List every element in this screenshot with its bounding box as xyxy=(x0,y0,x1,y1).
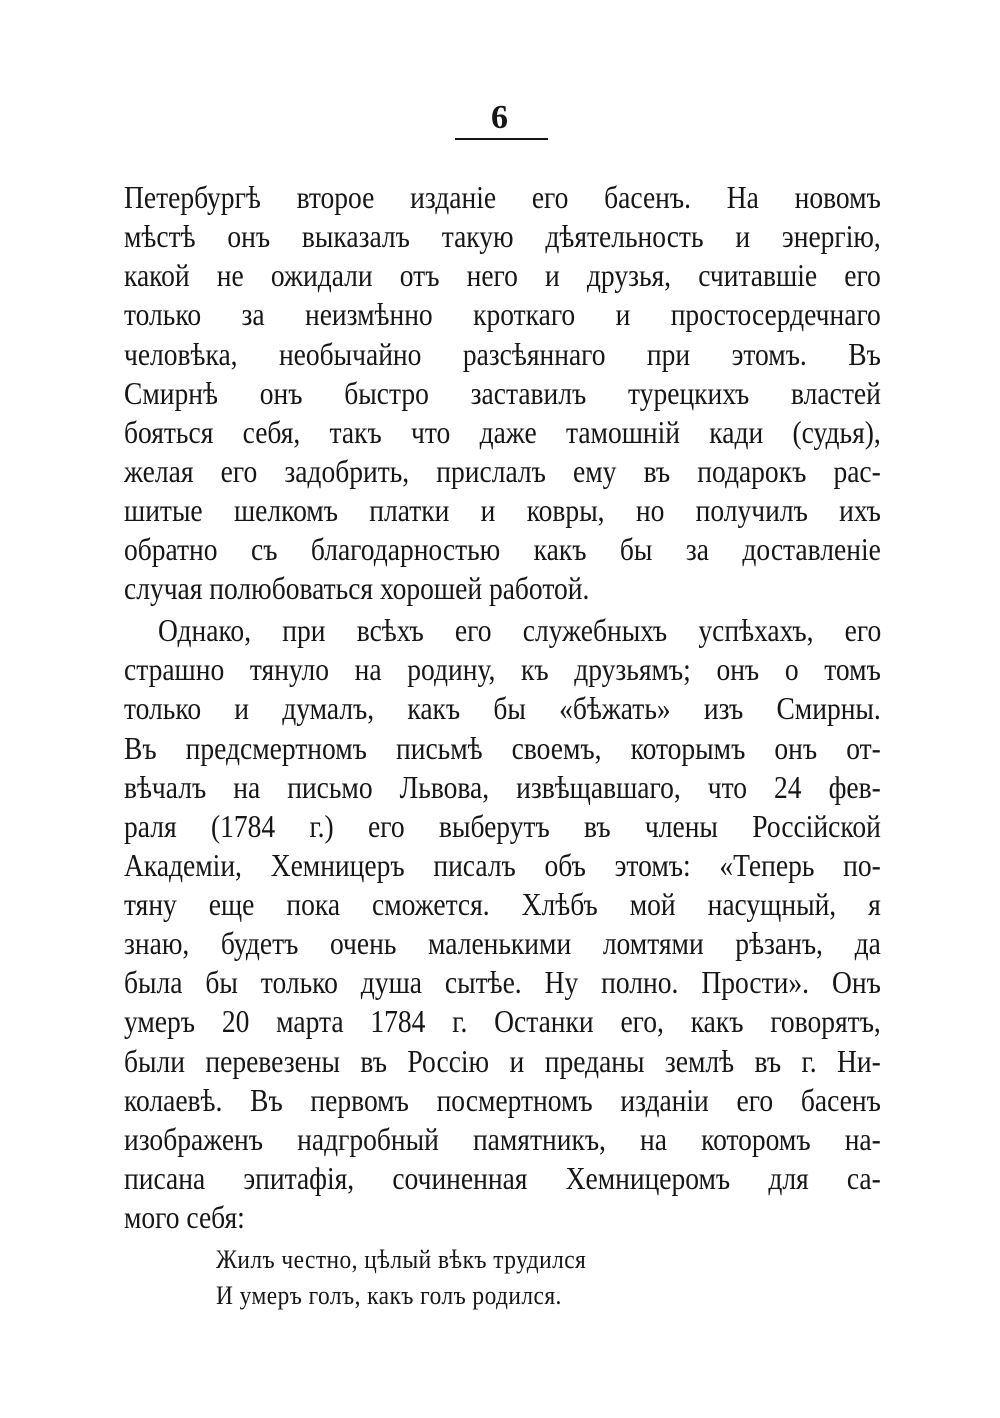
text-line: вѣчалъ на письмо Львова, извѣщавшаго, что 24 фев- xyxy=(124,768,881,805)
text-line: случая полюбоваться хорошей работой. xyxy=(124,570,590,607)
text-line: были перевезены въ Россію и преданы землѣ въ г. Ни- xyxy=(124,1042,881,1079)
text-line: мого себя: xyxy=(124,1199,245,1235)
text-line: Смирнѣ онъ быстро заставилъ турецкихъ властей xyxy=(124,374,881,411)
text-line: колаевѣ. Въ первомъ посмертномъ изданіи его басенъ xyxy=(124,1081,881,1118)
text-line: человѣка, необычайно разсѣяннаго при этомъ. Въ xyxy=(124,335,881,372)
text-line: страшно тянуло на родину, къ друзьямъ; онъ о томъ xyxy=(124,651,881,688)
text-line: желая его задобрить, прислалъ ему въ подарокъ рас- xyxy=(124,452,881,489)
epitaph-line: Жилъ честно, цѣлый вѣкъ трудился xyxy=(216,1245,587,1274)
text-line: мѣстѣ онъ выказалъ такую дѣятельность и энергію, xyxy=(124,218,881,255)
page-number: 6 xyxy=(491,99,509,136)
text-line: тяну еще пока сможется. Хлѣбъ мой насущный, я xyxy=(124,886,881,922)
epitaph-line: И умеръ голъ, какъ голъ родился. xyxy=(216,1281,562,1310)
text-line: была бы только душа сытѣе. Ну полно. Прости». Онъ xyxy=(124,964,881,1001)
text-line: обратно съ благодарностью какъ бы за доставленіе xyxy=(124,531,881,568)
text-line: писана эпитафія, сочиненная Хемницеромъ для са- xyxy=(124,1159,881,1196)
text-line: Однако, при всѣхъ его служебныхъ успѣхахъ, его xyxy=(158,612,882,649)
text-line: бояться себя, такъ что даже тамошній кади (судья), xyxy=(124,413,881,450)
text-line: шитые шелкомъ платки и ковры, но получилъ ихъ xyxy=(124,492,881,528)
text-line: раля (1784 г.) его выберутъ въ члены Россійской xyxy=(124,807,881,844)
text-line: только за неизмѣнно кроткаго и простосердечнаго xyxy=(124,296,881,333)
text-line: Академіи, Хемницеръ писалъ объ этомъ: «Теперь по- xyxy=(124,846,881,883)
text-line: только и думалъ, какъ бы «бѣжать» изъ Смирны. xyxy=(124,690,881,727)
text-line: какой не ожидали отъ него и друзья, считавшіе его xyxy=(124,257,881,294)
text-line: умеръ 20 марта 1784 г. Останки его, какъ говорятъ, xyxy=(124,1003,881,1040)
text-line: Петербургѣ второе изданіе его басенъ. На новомъ xyxy=(124,179,881,215)
text-line: Въ предсмертномъ письмѣ своемъ, которымъ онъ от- xyxy=(124,729,881,766)
text-line: знаю, будетъ очень маленькими ломтями рѣзанъ, да xyxy=(124,925,881,962)
page-number-rule xyxy=(455,138,548,140)
text-line: изображенъ надгробный памятникъ, на которомъ на- xyxy=(124,1120,881,1157)
